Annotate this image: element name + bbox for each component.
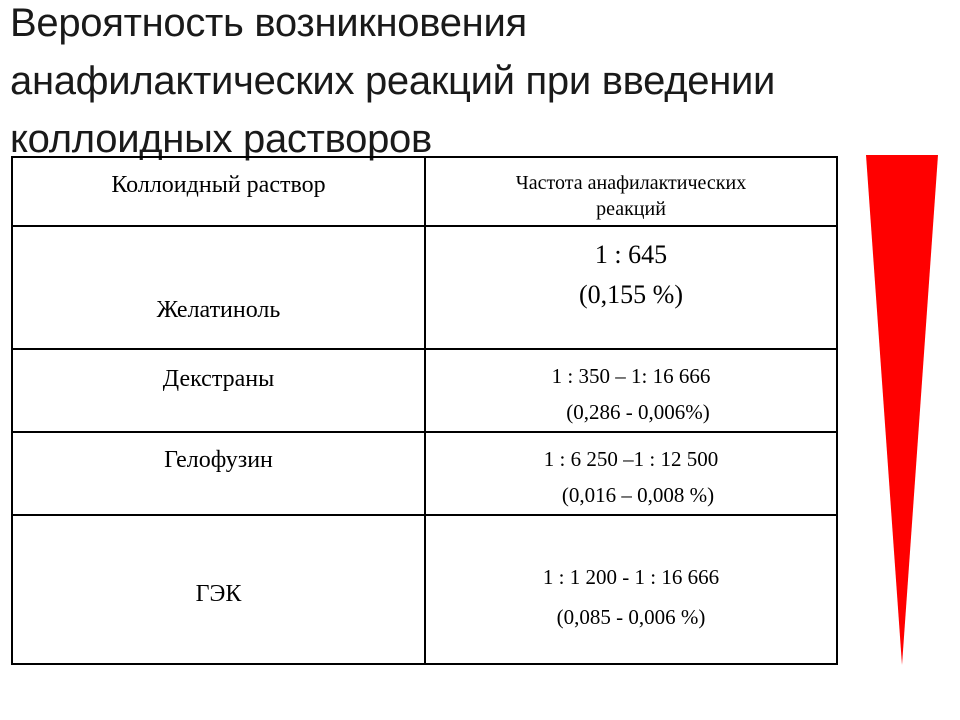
frequency-cell — [425, 349, 837, 432]
frequency-ratio: 1 : 645 — [594, 240, 668, 269]
title-line: анафилактических реакций при введении — [10, 59, 776, 103]
frequency-cell — [425, 515, 837, 664]
frequency-percent: (0,286 - 0,006%) — [566, 400, 710, 424]
solution-name: Гелофузин — [12, 432, 425, 515]
title-line: коллоидных растворов — [10, 117, 432, 161]
frequency-percent: (0,155 %) — [579, 280, 683, 309]
header-frequency-line: Частота анафилактических — [515, 172, 747, 194]
solution-name: Декстраны — [12, 349, 425, 432]
frequency-cell — [425, 432, 837, 515]
slide-title — [10, 0, 870, 168]
table-row — [12, 226, 837, 349]
table-row — [12, 515, 837, 664]
header-frequency-line: реакций — [596, 198, 666, 220]
frequency-ratio: 1 : 1 200 - 1 : 16 666 — [542, 564, 720, 589]
header-solution: Коллоидный раствор — [12, 157, 425, 226]
frequency-ratio: 1 : 6 250 –1 : 12 500 — [543, 447, 719, 471]
header-frequency — [425, 157, 837, 226]
frequency-percent: (0,085 - 0,006 %) — [556, 604, 706, 629]
frequency-ratio: 1 : 350 – 1: 16 666 — [551, 364, 711, 388]
solution-name: Желатиноль — [12, 226, 425, 349]
solution-name: ГЭК — [12, 515, 425, 664]
red-triangle-icon — [866, 155, 938, 665]
colloid-frequency-table — [11, 156, 838, 665]
table-header-row — [12, 157, 837, 226]
table-row — [12, 349, 837, 432]
red-triangle-shape — [866, 155, 938, 665]
frequency-cell — [425, 226, 837, 349]
frequency-percent: (0,016 – 0,008 %) — [561, 483, 715, 507]
table-row — [12, 432, 837, 515]
title-line: Вероятность возникновения — [10, 1, 527, 45]
